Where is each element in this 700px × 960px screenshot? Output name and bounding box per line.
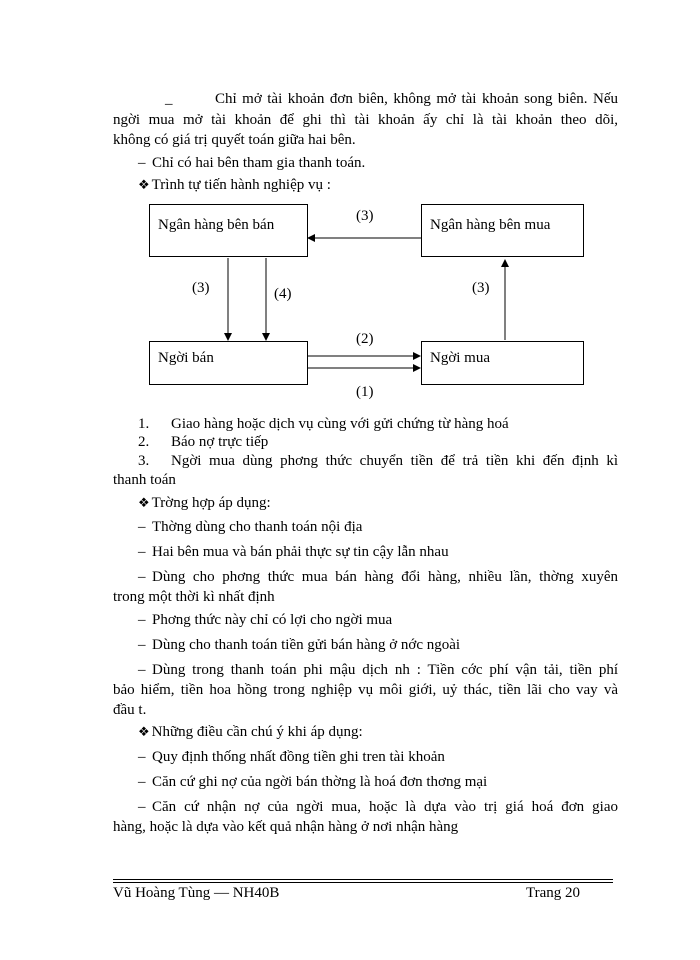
flow-label: (3) xyxy=(472,280,490,296)
bullet-item xyxy=(138,660,618,680)
bullet-text: Hai bên mua và bán phải thực sự tin cậy lẫn nhau xyxy=(152,544,449,560)
seller-bank-box xyxy=(149,204,308,257)
bullet-item xyxy=(138,517,643,537)
diamond-bullet-icon: ❖ xyxy=(138,724,150,739)
bullet-item xyxy=(138,797,618,817)
dash-icon: – xyxy=(138,155,146,171)
bullet-continuation: hàng, hoặc là dựa vào kết quả nhận hàng ở nơi nhận hàng xyxy=(113,819,459,835)
bullet-text: Chỉ có hai bên tham gia thanh toán. xyxy=(152,155,366,171)
footer-page-number: Trang 20 xyxy=(526,885,581,901)
flow-label: (3) xyxy=(192,280,210,296)
step-item xyxy=(138,432,643,452)
step-text: Ngời mua dùng phơng thức chuyển tiền để trả tiền khi đến định kì xyxy=(171,453,618,469)
dash-icon: – xyxy=(138,544,146,560)
buyer-box xyxy=(421,341,584,385)
footer-rule xyxy=(113,879,613,880)
box-label: Ngời mua xyxy=(430,350,491,366)
bullet-item xyxy=(138,567,618,587)
flow-label: (4) xyxy=(274,286,292,302)
seller-box xyxy=(149,341,308,385)
buyer-bank-box xyxy=(421,204,584,257)
bullet-continuation: đầu t. xyxy=(113,702,147,718)
bullet-text: Căn cứ ghi nợ của ngời bán thờng là hoá đơn thơng mại xyxy=(152,774,488,790)
flow-label: (3) xyxy=(356,208,374,224)
box-label: Ngân hàng bên bán xyxy=(158,217,275,233)
bullet-text: Quy định thống nhất đồng tiền ghi tren tài khoản xyxy=(152,749,445,765)
bullet-item xyxy=(138,610,643,630)
step-continuation: thanh toán xyxy=(113,472,176,488)
dash-icon: – xyxy=(138,662,146,678)
step-number: 1. xyxy=(138,416,150,432)
dash-icon: – xyxy=(138,612,146,628)
footer-author: Vũ Hoàng Tùng — NH40B xyxy=(113,885,280,901)
step-item xyxy=(138,414,643,434)
bullet-item xyxy=(138,747,643,767)
bullet-text: Thờng dùng cho thanh toán nội địa xyxy=(152,519,363,535)
dash-icon: – xyxy=(138,637,146,653)
paragraph-line: không có giá trị quyết toán giữa hai bên. xyxy=(113,132,356,148)
bullet-text: Căn cứ nhận nợ của ngời mua, hoặc là dựa vào trị giá hoá đơn giao xyxy=(152,799,618,815)
box-label: Ngân hàng bên mua xyxy=(430,217,551,233)
flow-label: (1) xyxy=(356,384,374,400)
step-number: 3. xyxy=(138,453,150,469)
box-label: Ngời bán xyxy=(158,350,214,366)
bullet-item xyxy=(138,635,643,655)
bullet-text: Dùng trong thanh toán phi mậu dịch nh : Tiền cớc phí vận tải, tiền phí xyxy=(152,662,618,678)
step-text: Giao hàng hoặc dịch vụ cùng với gửi chứng từ hàng hoá xyxy=(171,416,509,432)
bullet-text: Dùng cho phơng thức mua bán hàng đổi hàng, nhiều lần, thờng xuyên xyxy=(152,569,618,585)
heading-text: Trình tự tiến hành nghiệp vụ : xyxy=(151,177,331,193)
section-heading xyxy=(138,722,643,742)
heading-text: Trờng hợp áp dụng: xyxy=(151,495,271,511)
heading-text: Những điều cần chú ý khi áp dụng: xyxy=(151,724,363,740)
blank-mark: _ xyxy=(165,91,173,107)
bullet-text: Dùng cho thanh toán tiền gửi bán hàng ở nớc ngoài xyxy=(152,637,461,653)
dash-icon: – xyxy=(138,749,146,765)
dash-icon: – xyxy=(138,569,146,585)
dash-icon: – xyxy=(138,519,146,535)
flow-label: (2) xyxy=(356,331,374,347)
diamond-bullet-icon: ❖ xyxy=(138,177,150,192)
step-text: Báo nợ trực tiếp xyxy=(171,434,269,450)
diamond-bullet-icon: ❖ xyxy=(138,495,150,510)
footer-rule xyxy=(113,882,613,883)
bullet-item xyxy=(138,542,643,562)
paragraph-text: Chỉ mở tài khoản đơn biên, không mở tài khoản song biên. Nếu xyxy=(215,91,618,107)
bullet-continuation: trong một thời kì nhất định xyxy=(113,589,275,605)
bullet-text: Phơng thức này chỉ có lợi cho ngời mua xyxy=(152,612,393,628)
bullet-item xyxy=(138,772,643,792)
dash-icon: – xyxy=(138,774,146,790)
paragraph-line: ngời mua mở tài khoản để ghi thì tài khoản ấy chỉ là tài khoản theo dõi, xyxy=(113,112,618,128)
step-item xyxy=(138,451,618,471)
section-heading xyxy=(138,493,643,513)
step-number: 2. xyxy=(138,434,150,450)
dash-icon: – xyxy=(138,799,146,815)
bullet-continuation: bảo hiểm, tiền hoa hồng trong nghiệp vụ môi giới, uỷ thác, tiền lãi cho vay và xyxy=(113,682,618,698)
